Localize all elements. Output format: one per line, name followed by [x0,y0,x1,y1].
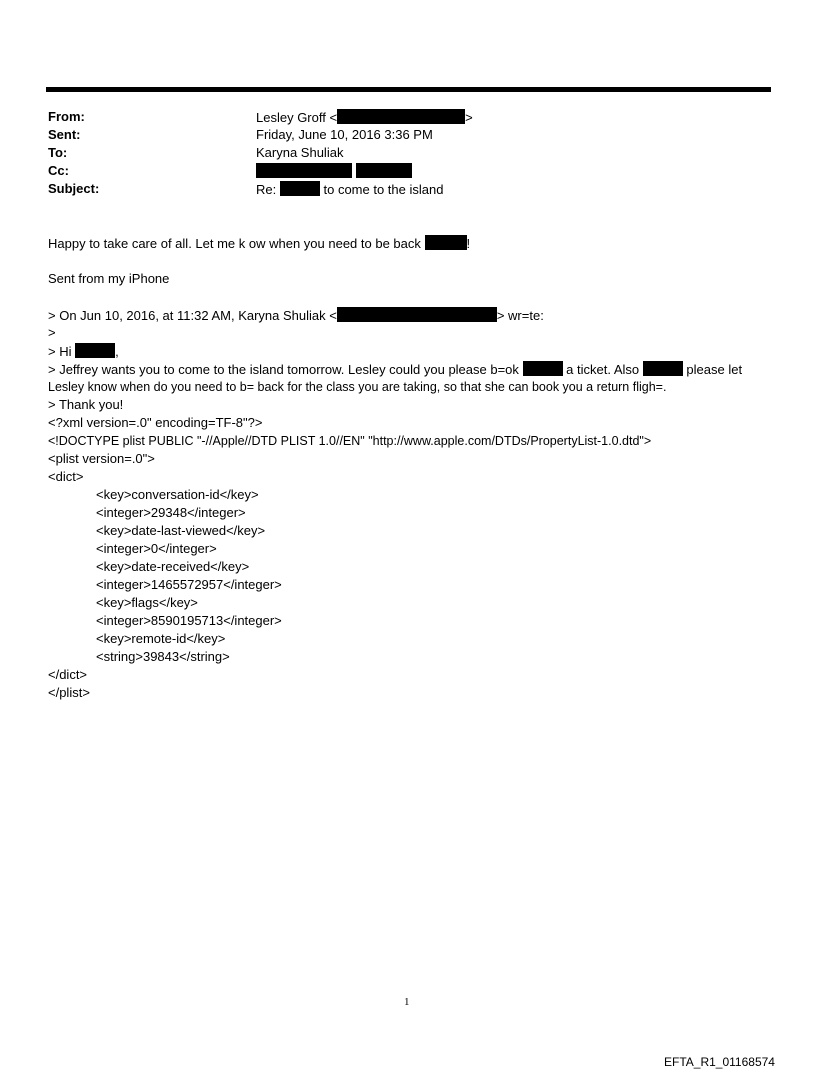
plist-line: <key>remote-id</key> [96,631,226,646]
body-line: > Thank you! [48,397,124,412]
plist-line: <string>39843</string> [96,649,230,664]
body-text: > Hi [48,344,72,359]
from-name: Lesley Groff < [256,110,338,125]
redaction-block [523,361,563,376]
subject-label: Subject: [48,181,100,196]
body-line: > [48,325,56,340]
plist-line: <integer>29348</integer> [96,505,246,520]
body-text: > wr=te: [496,308,544,323]
body-line [48,235,470,252]
plist-line: <integer>8590195713</integer> [96,613,282,628]
header-rule [46,87,771,92]
redaction-block [75,343,115,358]
plist-line: <key>flags</key> [96,595,198,610]
plist-line: <key>date-received</key> [96,559,250,574]
to-value: Karyna Shuliak [256,145,344,160]
redaction-block [280,181,320,196]
body-line: </dict> [48,667,88,682]
redaction-block [425,235,467,250]
body-line: Sent from my iPhone [48,271,170,286]
redaction-block [337,307,497,322]
page-number: 1 [404,996,410,1008]
body-line [48,307,544,324]
cc-label: Cc: [48,163,69,178]
from-label: From: [48,109,85,124]
bates-number: EFTA_R1_01168574 [664,1055,775,1069]
subject-value [256,181,443,198]
from-value [256,109,473,126]
plist-line: <integer>1465572957</integer> [96,577,282,592]
body-line: <?xml version=.0" encoding=TF-8"?> [48,415,263,430]
subject-prefix: Re: [256,182,277,197]
from-end: > [465,110,473,125]
body-line: </plist> [48,685,90,700]
sent-value: Friday, June 10, 2016 3:36 PM [256,127,433,142]
redaction-block [356,163,412,178]
redaction-block [643,361,683,376]
body-text: > On Jun 10, 2016, at 11:32 AM, Karyna Shuliak < [48,308,337,323]
body-line: <!DOCTYPE plist PUBLIC "-//Apple//DTD PLIST 1.0//EN" "http://www.apple.com/DTDs/PropertyList-1.0.dtd"> [48,434,652,448]
body-text: Happy to take care of all. Let me k ow when you need to be back [48,236,421,251]
sent-label: Sent: [48,127,81,142]
redaction-block [256,163,352,178]
body-line: <plist version=.0"> [48,451,155,466]
body-text: please let [686,362,743,377]
body-line [48,361,742,378]
body-text: ! [466,236,471,251]
plist-line: <key>conversation-id</key> [96,487,259,502]
plist-line: <integer>0</integer> [96,541,217,556]
body-text: , [115,344,119,359]
to-label: To: [48,145,68,160]
body-text: a ticket. Also [566,362,640,377]
body-line: <dict> [48,469,84,484]
subject-rest: to come to the island [323,182,444,197]
body-text: > Jeffrey wants you to come to the island tomorrow. Lesley could you please b=ok [48,362,519,377]
body-line: Lesley know when do you need to b= back for the class you are taking, so that she can book you a return fligh=. [48,380,667,394]
cc-value [256,163,412,180]
redaction-block [337,109,465,124]
plist-line: <key>date-last-viewed</key> [96,523,266,538]
body-line [48,343,119,360]
